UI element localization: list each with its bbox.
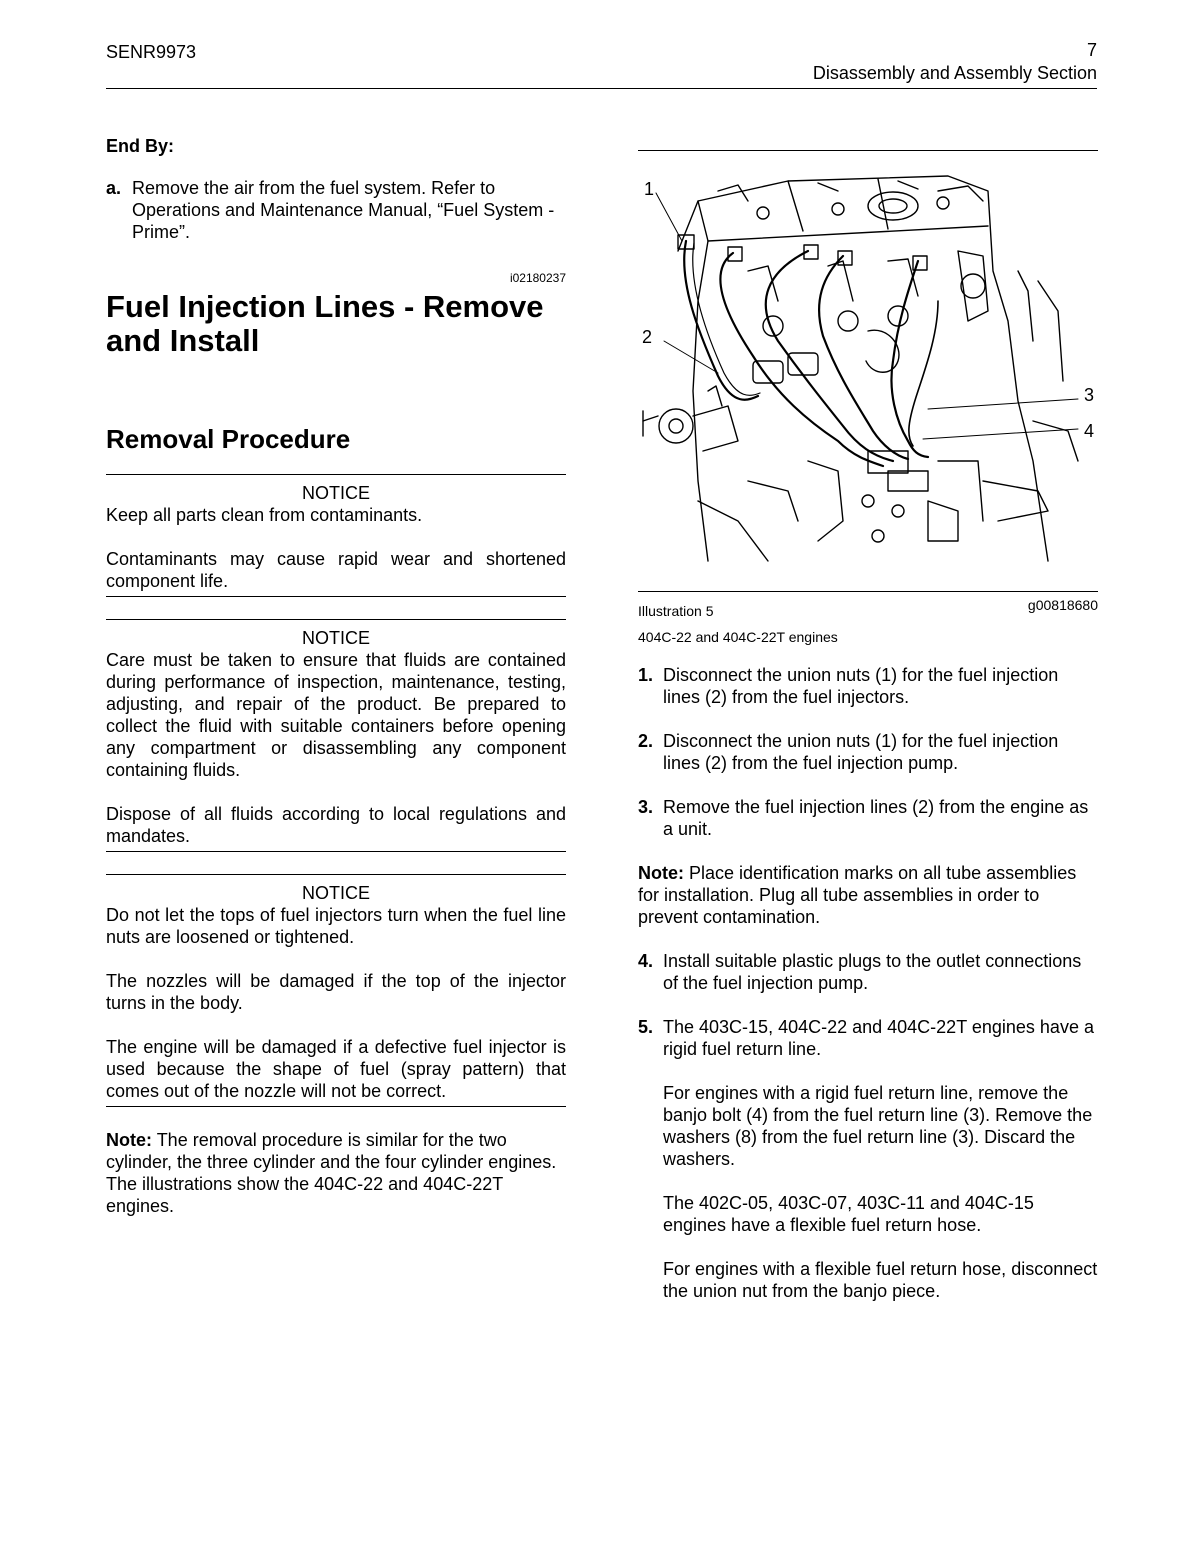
step-number: 4.: [638, 951, 654, 971]
callout-2: 2: [642, 327, 653, 347]
step-number: 3.: [638, 797, 654, 817]
step-number: 2.: [638, 731, 654, 751]
step-number: 1.: [638, 665, 654, 685]
fuel-injection-lines-illustration: [638, 161, 1098, 581]
callout-3: 3: [1084, 385, 1095, 405]
notice-paragraph: Dispose of all fluids according to local regulations and mandates.: [106, 804, 566, 846]
note-text: Place identification marks on all tube assemblies for installation. Plug all tube assemblies in order to prevent contamination.: [638, 863, 1077, 927]
graphic-id: g00818680: [1027, 597, 1098, 613]
step-item: [638, 950, 1098, 994]
end-by-item: [106, 177, 566, 243]
right-column: [638, 150, 1098, 1302]
notice-box: [106, 619, 566, 852]
notice-paragraph: Contaminants may cause rapid wear and shortened component life.: [106, 549, 566, 591]
end-by-marker: a.: [106, 178, 122, 198]
identification-note: [638, 862, 1098, 928]
step-paragraph: For engines with a flexible fuel return hose, disconnect the union nut from the banjo piece.: [663, 1259, 1098, 1301]
step-text: Disconnect the union nuts (1) for the fuel injection lines (2) from the fuel injectors.: [663, 665, 1059, 707]
notice-paragraph: Care must be taken to ensure that fluids are contained during performance of inspection, maintenance, testing, adjusting, and repair of the product. Be prepared to collect the fluid with suitable containers before opening any compartment or disassembling any component containing fluids.: [106, 650, 566, 780]
callout-4: 4: [1084, 421, 1095, 441]
notice-box: [106, 474, 566, 597]
document-number: SENR9973: [106, 42, 197, 62]
document-id: i02180237: [509, 271, 566, 285]
notice-paragraph: Do not let the tops of fuel injectors turn when the fuel line nuts are loosened or tightened.: [106, 905, 566, 947]
notice-heading: NOTICE: [301, 628, 370, 648]
step-paragraph: The 402C-05, 403C-07, 403C-11 and 404C-15 engines have a flexible fuel return hose.: [663, 1193, 1034, 1235]
note-text: The removal procedure is similar for the two cylinder, the three cylinder and the four cylinder engines. The illustrations show the 404C-22 and 404C-22T engines.: [106, 1130, 557, 1216]
notice-heading: NOTICE: [301, 483, 370, 503]
page-title: Fuel Injection Lines - Remove and Install: [106, 289, 544, 358]
illustration-figure: [638, 150, 1098, 586]
step-text: Install suitable plastic plugs to the outlet connections of the fuel injection pump.: [663, 951, 1082, 993]
notice-paragraph: Keep all parts clean from contaminants.: [106, 505, 423, 525]
step-number: 5.: [638, 1017, 654, 1037]
callout-1: 1: [644, 179, 655, 199]
step-item: [638, 664, 1098, 708]
end-by-heading: End By:: [106, 136, 175, 156]
illustration-caption: 404C-22 and 404C-22T engines: [638, 629, 838, 645]
note-label: Note:: [106, 1130, 152, 1150]
header-rule: [106, 88, 1097, 89]
left-column: [106, 135, 566, 1217]
note-label: Note:: [638, 863, 684, 883]
notice-heading: NOTICE: [301, 883, 370, 903]
notice-paragraph: The nozzles will be damaged if the top of the injector turns in the body.: [106, 971, 566, 1013]
step-paragraph: For engines with a rigid fuel return line, remove the banjo bolt (4) from the fuel return line (3). Remove the washers (8) from the fuel return line (3). Discard the washers.: [663, 1083, 1093, 1169]
end-by-text: Remove the air from the fuel system. Refer to Operations and Maintenance Manual, “Fuel System - Prime”.: [132, 178, 555, 242]
step-text: Disconnect the union nuts (1) for the fuel injection lines (2) from the fuel injection pump.: [663, 731, 1059, 773]
notice-paragraph: The engine will be damaged if a defective fuel injector is used because the shape of fuel (spray pattern) that comes out of the nozzle will not be correct.: [106, 1037, 566, 1101]
step-item: [638, 796, 1098, 840]
step-item: [638, 1016, 1098, 1060]
step-item: [638, 730, 1098, 774]
page-number: 7: [1086, 40, 1097, 60]
illustration-caption-row: [638, 597, 1098, 620]
section-name: Disassembly and Assembly Section: [812, 63, 1097, 83]
step-text: Remove the fuel injection lines (2) from the engine as a unit.: [663, 797, 1089, 839]
section-heading: Removal Procedure: [106, 424, 351, 454]
illustration-label: Illustration 5: [638, 603, 714, 619]
step-text: The 403C-15, 404C-22 and 404C-22T engines have a rigid fuel return line.: [663, 1017, 1094, 1059]
figure-rule: [638, 591, 1098, 592]
removal-note: [106, 1129, 566, 1217]
notice-box: [106, 874, 566, 1107]
